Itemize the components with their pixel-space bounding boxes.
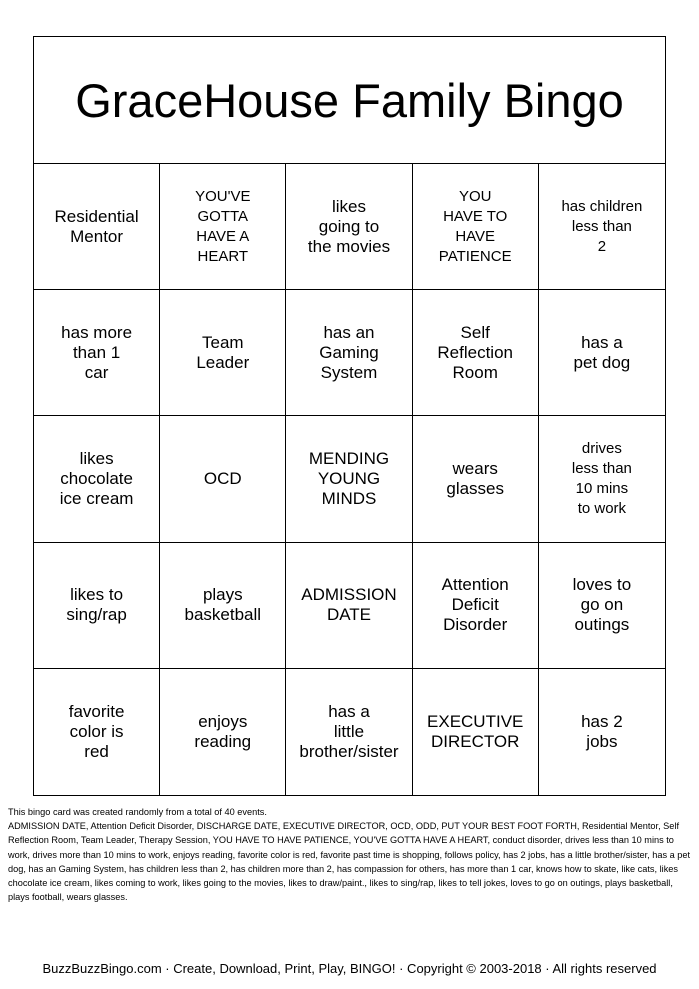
bingo-cell-text: has a little brother/sister	[299, 701, 399, 761]
bingo-card	[33, 36, 666, 796]
bingo-cell-text: plays basketball	[184, 585, 262, 625]
bingo-cell-text: loves to go on outings	[572, 575, 632, 635]
bingo-cell-text: Self Reflection Room	[437, 322, 513, 382]
bingo-cell-text: has a pet dog	[573, 332, 631, 372]
bingo-cell	[539, 416, 665, 542]
bingo-cell-text: EXECUTIVE DIRECTOR	[427, 711, 524, 751]
bingo-cell	[539, 290, 665, 416]
bingo-cell	[286, 290, 412, 416]
bingo-cell	[34, 164, 160, 290]
bingo-cell	[539, 543, 665, 669]
bingo-cell	[34, 290, 160, 416]
bingo-cell-text: enjoys reading	[194, 711, 252, 751]
bingo-cell	[539, 669, 665, 795]
bingo-cell	[413, 416, 539, 542]
card-info	[8, 805, 691, 904]
bingo-grid	[34, 164, 665, 795]
site-footer: BuzzBuzzBingo.com · Create, Download, Print, Play, BINGO! · Copyright © 2003-2018 · All rights reserved	[42, 961, 657, 976]
bingo-cell-text: likes going to the movies	[307, 196, 391, 256]
bingo-cell	[286, 543, 412, 669]
bingo-cell-text: Team Leader	[196, 332, 250, 372]
card-title: GraceHouse Family Bingo	[34, 37, 665, 164]
bingo-cell	[413, 669, 539, 795]
bingo-cell-text: ADMISSION DATE	[301, 585, 397, 625]
bingo-cell	[413, 290, 539, 416]
bingo-cell	[286, 164, 412, 290]
bingo-cell	[34, 543, 160, 669]
bingo-cell	[539, 164, 665, 290]
bingo-cell	[160, 290, 286, 416]
info-summary: This bingo card was created randomly from a total of 40 events.	[8, 807, 267, 817]
bingo-cell	[34, 416, 160, 542]
bingo-cell-text: has more than 1 car	[61, 322, 133, 382]
bingo-cell	[413, 543, 539, 669]
bingo-cell-text: has 2 jobs	[581, 711, 623, 751]
bingo-cell-text: favorite color is red	[68, 701, 125, 761]
bingo-cell	[160, 669, 286, 795]
bingo-cell-text: Residential Mentor	[54, 206, 139, 246]
bingo-cell	[413, 164, 539, 290]
bingo-cell	[160, 543, 286, 669]
bingo-cell	[160, 164, 286, 290]
bingo-cell-text: YOU HAVE TO HAVE PATIENCE	[438, 187, 512, 265]
bingo-cell-text: has children less than 2	[561, 197, 643, 255]
bingo-cell-text: likes chocolate ice cream	[59, 448, 134, 508]
bingo-cell	[286, 669, 412, 795]
bingo-cell-text: has an Gaming System	[319, 322, 379, 382]
info-event-list: ADMISSION DATE, Attention Deficit Disorder, DISCHARGE DATE, EXECUTIVE DIRECTOR, OCD, ODD, PUT YOUR BEST FOOT FORTH, Residential Mentor, Self Reflection Room, Team Leader, Therapy Session, YOU HAVE TO HAVE PATIENCE, YOU'VE GOTTA HAVE A HEART, conduct disorder, drives less than 10 mins to work, drives more than 10 mins to work, enjoys reading, favorite color is red, favorite past time is shopping, follows policy, has 2 jobs, has a little brother/sister, has a pet dog, has an Gaming System, has children less than 2, has children more than 2, has compassion for others, has more than 1 car, knows how to skate, like cats, likes chocolate ice cream, likes coming to work, likes going to the movies, likes to draw/paint., likes to sing/rap, likes to tell jokes, loves to go on outings, plays basketball, plays football, wears glasses.	[8, 821, 691, 903]
bingo-cell	[160, 416, 286, 542]
bingo-cell-text: likes to sing/rap	[66, 585, 127, 625]
bingo-cell	[286, 416, 412, 542]
bingo-cell-text: Attention Deficit Disorder	[441, 575, 509, 635]
bingo-cell-text: MENDING YOUNG MINDS	[308, 448, 390, 508]
bingo-cell-text: OCD	[203, 468, 242, 488]
bingo-cell	[34, 669, 160, 795]
bingo-cell-text: wears glasses	[446, 458, 505, 498]
bingo-cell-text: YOU'VE GOTTA HAVE A HEART	[195, 187, 251, 265]
bingo-cell-text: drives less than 10 mins to work	[571, 439, 632, 517]
